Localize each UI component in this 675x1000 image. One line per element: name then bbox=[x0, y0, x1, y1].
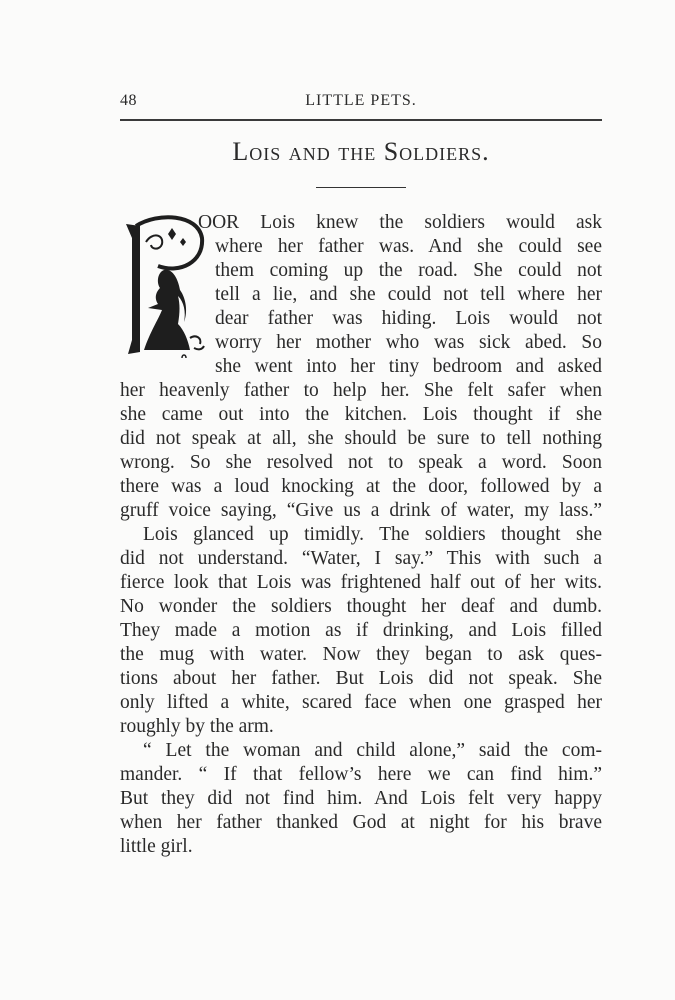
text-line: where her father was. And she could see bbox=[215, 236, 602, 257]
text-line: roughly by the arm. bbox=[120, 716, 274, 737]
chapter-title: Lois and the Soldiers. bbox=[232, 137, 490, 166]
text-line: there was a loud knocking at the door, followed by a bbox=[120, 476, 602, 497]
page-number: 48 bbox=[120, 92, 137, 109]
text-line: OOR Lois knew the soldiers would ask bbox=[198, 212, 602, 233]
text-line: them coming up the road. She could not bbox=[215, 260, 602, 281]
ornamental-dropcap-icon bbox=[118, 212, 206, 364]
text-line: she went into her tiny bedroom and asked bbox=[215, 356, 602, 377]
text-line: gruff voice saying, “Give us a drink of water, my lass.” bbox=[120, 500, 602, 521]
text-line: little girl. bbox=[120, 836, 193, 857]
text-line: mander. “ If that fellow’s here we can find him.” bbox=[120, 764, 602, 785]
text-line: when her father thanked God at night for his brave bbox=[120, 812, 602, 833]
text-line: fierce look that Lois was frightened half out of her wits. bbox=[120, 572, 602, 593]
text-line: Lois glanced up timidly. The soldiers thought she bbox=[143, 524, 602, 545]
running-title: LITTLE PETS. bbox=[305, 92, 417, 109]
text-line: the mug with water. Now they began to ask ques- bbox=[120, 644, 602, 665]
text-line: she came out into the kitchen. Lois thought if she bbox=[120, 404, 602, 425]
text-line: But they did not find him. And Lois felt very happy bbox=[120, 788, 602, 809]
text-line: worry her mother who was sick abed. So bbox=[215, 332, 602, 353]
text-line: dear father was hiding. Lois would not bbox=[215, 308, 602, 329]
text-line: only lifted a white, scared face when one grasped her bbox=[120, 692, 602, 713]
text-line: No wonder the soldiers thought her deaf and dumb. bbox=[120, 596, 602, 617]
text-line: tions about her father. But Lois did not speak. She bbox=[120, 668, 602, 689]
text-line: did not speak at all, she should be sure to tell nothing bbox=[120, 428, 602, 449]
header-rule bbox=[120, 119, 602, 121]
title-rule bbox=[316, 187, 406, 188]
text-line: wrong. So she resolved not to speak a word. Soon bbox=[120, 452, 602, 473]
text-line: did not understand. “Water, I say.” This with such a bbox=[120, 548, 602, 569]
text-line: They made a motion as if drinking, and Lois filled bbox=[120, 620, 602, 641]
text-line: tell a lie, and she could not tell where her bbox=[215, 284, 602, 305]
text-line: her heavenly father to help her. She felt safer when bbox=[120, 380, 602, 401]
running-header bbox=[120, 92, 602, 114]
text-line: “ Let the woman and child alone,” said the com- bbox=[143, 740, 602, 761]
